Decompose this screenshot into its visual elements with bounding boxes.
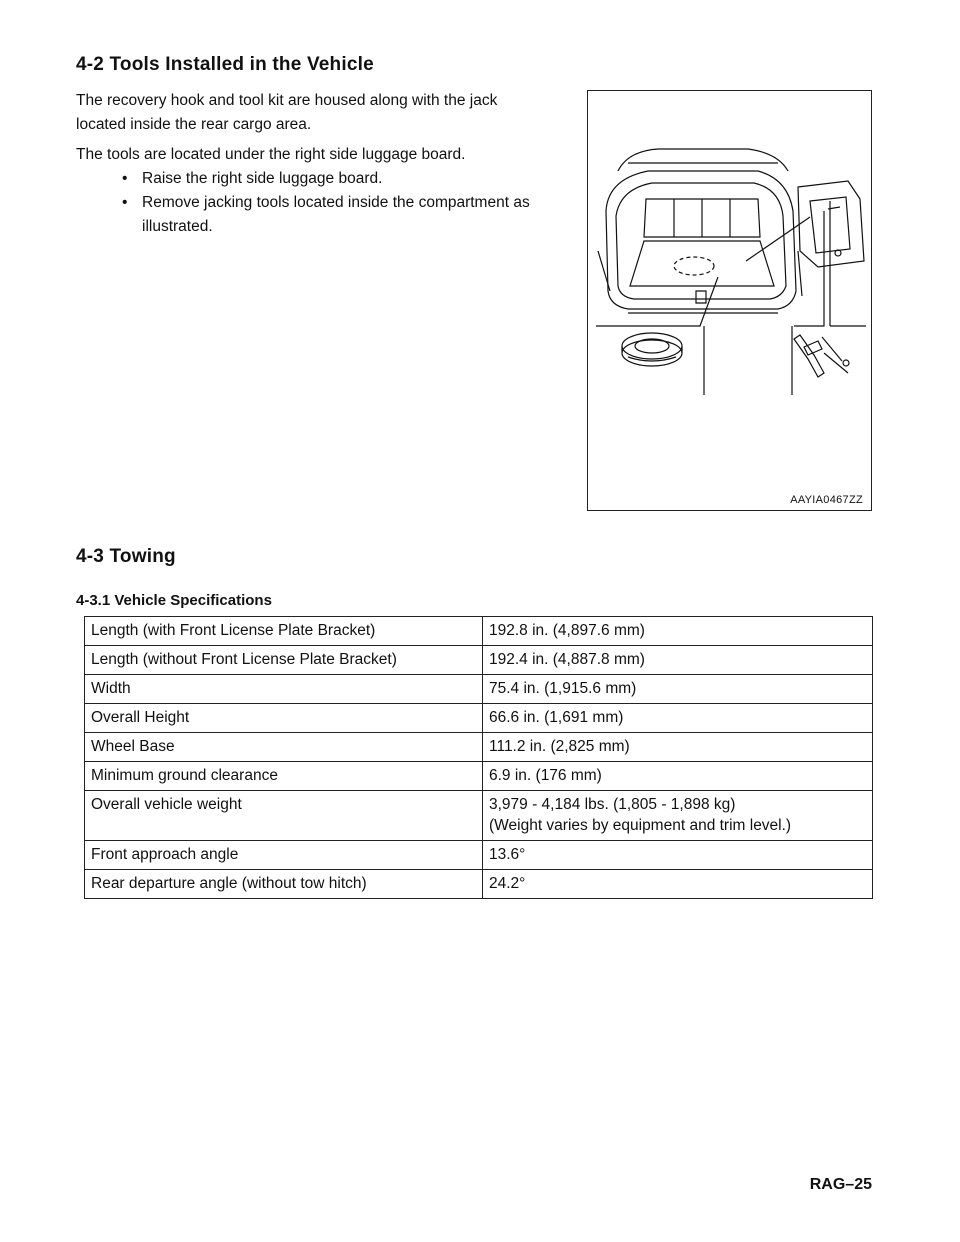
spec-label: Minimum ground clearance [85, 762, 483, 791]
spec-label: Width [85, 675, 483, 704]
spec-value: 111.2 in. (2,825 mm) [483, 733, 873, 762]
table-row [85, 841, 873, 870]
tools-steps-list [122, 167, 562, 239]
spec-label: Length (with Front License Plate Bracket) [85, 617, 483, 646]
subsection-heading-specs: 4-3.1 Vehicle Specifications [76, 592, 272, 609]
cargo-area-illustration [587, 90, 872, 511]
page-number: RAG–25 [809, 1176, 872, 1193]
cargo-area-drawing [588, 91, 873, 512]
spec-label: Front approach angle [85, 841, 483, 870]
table-row [85, 704, 873, 733]
figure-code: AAYIA0467ZZ [790, 494, 863, 506]
table-row [85, 617, 873, 646]
table-row [85, 733, 873, 762]
spec-value: 192.8 in. (4,897.6 mm) [483, 617, 873, 646]
spec-value: 24.2° [483, 870, 873, 899]
spec-value: 75.4 in. (1,915.6 mm) [483, 675, 873, 704]
spec-value: 192.4 in. (4,887.8 mm) [483, 646, 873, 675]
spec-label: Rear departure angle (without tow hitch) [85, 870, 483, 899]
list-item: • Raise the right side luggage board. [122, 167, 562, 191]
table-row [85, 646, 873, 675]
table-row [85, 791, 873, 841]
spec-value: 3,979 - 4,184 lbs. (1,805 - 1,898 kg) [489, 796, 736, 813]
vehicle-specifications-table [84, 616, 873, 899]
table-row [85, 870, 873, 899]
spec-value: 6.9 in. (176 mm) [483, 762, 873, 791]
spec-label: Overall Height [85, 704, 483, 733]
spec-label: Wheel Base [85, 733, 483, 762]
spec-value: 66.6 in. (1,691 mm) [483, 704, 873, 733]
spec-label: Overall vehicle weight [85, 791, 483, 841]
list-item: • Remove jacking tools located inside the compartment as illustrated. [122, 191, 562, 239]
table-row [85, 675, 873, 704]
spec-note: (Weight varies by equipment and trim level.) [489, 817, 792, 834]
tools-intro-paragraph: The recovery hook and tool kit are housed along with the jack located inside the rear cargo area. [76, 92, 498, 133]
table-row [85, 762, 873, 791]
section-heading-tools: 4-2 Tools Installed in the Vehicle [76, 54, 374, 75]
tools-location-paragraph: The tools are located under the right side luggage board. [76, 146, 466, 163]
spec-label: Length (without Front License Plate Bracket) [85, 646, 483, 675]
spec-value: 13.6° [483, 841, 873, 870]
spec-value-cell [483, 791, 873, 841]
section-heading-towing: 4-3 Towing [76, 546, 176, 567]
